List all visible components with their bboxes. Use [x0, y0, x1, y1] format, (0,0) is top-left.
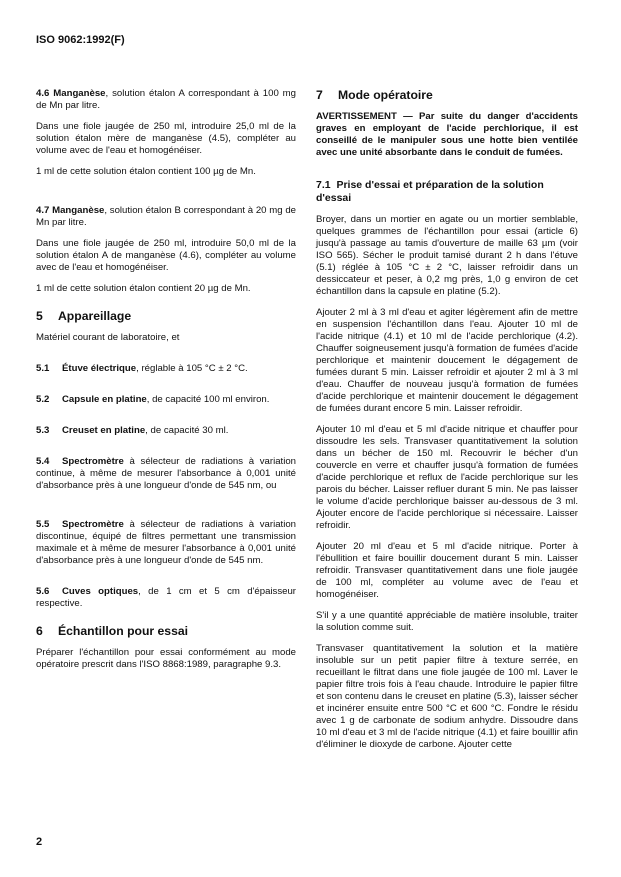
item-5-1: 5.1 Étuve électrique, réglable à 105 °C ± 2 °C. — [36, 363, 248, 374]
section-5-intro: Matériel courant de laboratoire, et — [36, 332, 180, 343]
section-7-heading — [316, 88, 578, 103]
section-6-number: 6 — [36, 624, 43, 638]
section-4-7-number: 4.7 — [36, 205, 50, 216]
document-id-header: ISO 9062:1992(F) — [36, 34, 125, 46]
section-4-7-concentration: 1 ml de cette solution étalon contient 20 µg de Mn. — [36, 283, 251, 294]
safety-warning: AVERTISSEMENT — Par suite du danger d'accidents graves en employant de l'acide perchlorique, il est conseillé de le manipuler sous une hotte bien ventilée avec une unité absorbante dans le conduit de fumées. — [316, 111, 578, 158]
procedure-paragraph-3: Ajouter 10 ml d'eau et 5 ml d'acide nitrique et chauffer pour dissoudre les sels. Transvaser quantitativement la solution dans un bécher de 150 ml. Recouvrir le bécher d'un couvercle en verre et chauffer jusqu'à formation de fumées d'acide perchlorique et reflux de l'acide perchlorique sur les parois du bécher. Laisser refluer durant 5 min. Ne pas laisser le volume d'acide perchlorique baisser au-dessous de 3 ml. Ajouter encore de l'acide perchlorique si nécessaire. Laisser refroidir. — [316, 424, 578, 531]
section-6-heading — [36, 624, 296, 639]
section-6-paragraph: Préparer l'échantillon pour essai conformément au mode opératoire prescrit dans l'ISO 8868:1989, paragraphe 9.3. — [36, 647, 296, 670]
page-number: 2 — [36, 836, 43, 848]
section-4-7-lead: , solution étalon B correspondant à 20 mg de Mn par litre. — [36, 205, 297, 228]
section-7-1-heading — [316, 179, 578, 204]
section-4-6-concentration: 1 ml de cette solution étalon contient 100 µg de Mn. — [36, 166, 256, 177]
item-5-5: 5.5 Spectromètre à sélecteur de radiations à variation discontinue, équipé de filtres permettant une transmission maximale et à même de mesurer l'absorbance à 0,001 unité d'absorbance près à une longueur d'onde de 545 nm. — [36, 519, 296, 566]
item-5-3: 5.3 Creuset en platine, de capacité 30 ml. — [36, 425, 229, 436]
procedure-paragraph-1: Broyer, dans un mortier en agate ou un mortier semblable, quelques grammes de l'échantillon pour essai (article 6) jusqu'à passage au tamis d'ouverture de maille 63 µm (voir ISO 565). Sécher le produit tamisé durant 2 h dans l'étuve (5.1) réglée à 105 °C ± 2 °C, laisser refroidir dans un dessiccateur et peser, à 0,2 mg près, 1,0 g environ de cet échantillon dans la capsule en platine (5.2). — [316, 214, 578, 297]
section-4-6-paragraph: Dans une fiole jaugée de 250 ml, introduire 25,0 ml de la solution étalon mère de manganèse (4.5), compléter au volume avec de l'eau et homogénéiser. — [36, 121, 296, 156]
section-4-7-title: Manganèse — [52, 205, 105, 216]
section-4-6-intro — [36, 88, 296, 112]
section-7-1-number: 7.1 — [316, 179, 331, 191]
section-4-7-paragraph: Dans une fiole jaugée de 250 ml, introduire 50,0 ml de la solution étalon A de manganèse (4.6), compléter au volume avec de l'eau et homogénéiser. — [36, 238, 296, 273]
section-4-7-intro — [36, 205, 296, 229]
right-column — [316, 88, 578, 760]
procedure-paragraph-6: Transvaser quantitativement la solution et la matière insoluble sur un petit papier filtre à texture serrée, en recueillant le filtrat dans une fiole jaugée de 100 ml. Laver le papier filtre trois fois à l'eau chaude. Introduire le papier filtre et son contenu dans le creuset en platine (5.3), laisser sécher et incinérer ensuite entre 500 °C et 600 °C. Fondre le résidu avec 1 g de carbonate de sodium anhydre. Dissoudre dans 10 ml d'eau et 3 ml de l'acide nitrique (4.1) et faire bouillir afin d'éliminer le dioxyde de carbone. Ajouter cette — [316, 643, 578, 750]
procedure-paragraph-5: S'il y a une quantité appréciable de matière insoluble, traiter la solution comme suit. — [316, 610, 578, 633]
section-7-number: 7 — [316, 88, 323, 102]
section-4-6-number: 4.6 — [36, 88, 50, 99]
section-4-6-lead: , solution étalon A correspondant à 100 mg de Mn par litre. — [36, 88, 297, 111]
section-5-heading — [36, 309, 296, 324]
section-4-6-title: Manganèse — [53, 88, 106, 99]
item-5-6: 5.6 Cuves optiques, de 1 cm et 5 cm d'épaisseur respective. — [36, 586, 297, 609]
item-5-2: 5.2 Capsule en platine, de capacité 100 ml environ. — [36, 394, 270, 405]
item-5-4: 5.4 Spectromètre à sélecteur de radiations à variation continue, à même de mesurer l'absorbance à 0,001 unité d'absorbance près à une longueur d'onde de 545 nm, ou — [36, 456, 296, 491]
procedure-paragraph-2: Ajouter 2 ml à 3 ml d'eau et agiter légèrement afin de mettre en suspension l'échantillon dans l'eau. Ajouter 10 ml de l'acide nitrique (4.1) et 10 ml de l'acide perchlorique (4.2). Chauffer soigneusement jusqu'à formation de fumées d'acide perchlorique et maintenir doucement le dégagement de fumées durant 5 min. Laisser refroidir et ajouter 2 ml à 3 ml d'eau. Chauffer de nouveau jusqu'à formation de fumées d'acide perchlorique et maintenir doucement le dégagement de fumées durant encore 5 min. Laisser refroidir. — [316, 307, 578, 414]
procedure-paragraph-4: Ajouter 20 ml d'eau et 5 ml d'acide nitrique. Porter à l'ébullition et faire bouillir doucement durant 5 min. Laisser refroidir. Transvaser quantitativement dans une fiole jaugée de 100 ml, compléter au volume avec de l'eau et homogénéiser. — [316, 541, 578, 600]
section-6-title: Échantillon pour essai — [58, 624, 189, 638]
section-5-title: Appareillage — [58, 309, 132, 323]
left-column — [36, 88, 296, 680]
section-7-title: Mode opératoire — [338, 88, 433, 102]
section-7-1-title: Prise d'essai et préparation de la solution d'essai — [316, 179, 544, 204]
section-5-number: 5 — [36, 309, 43, 323]
